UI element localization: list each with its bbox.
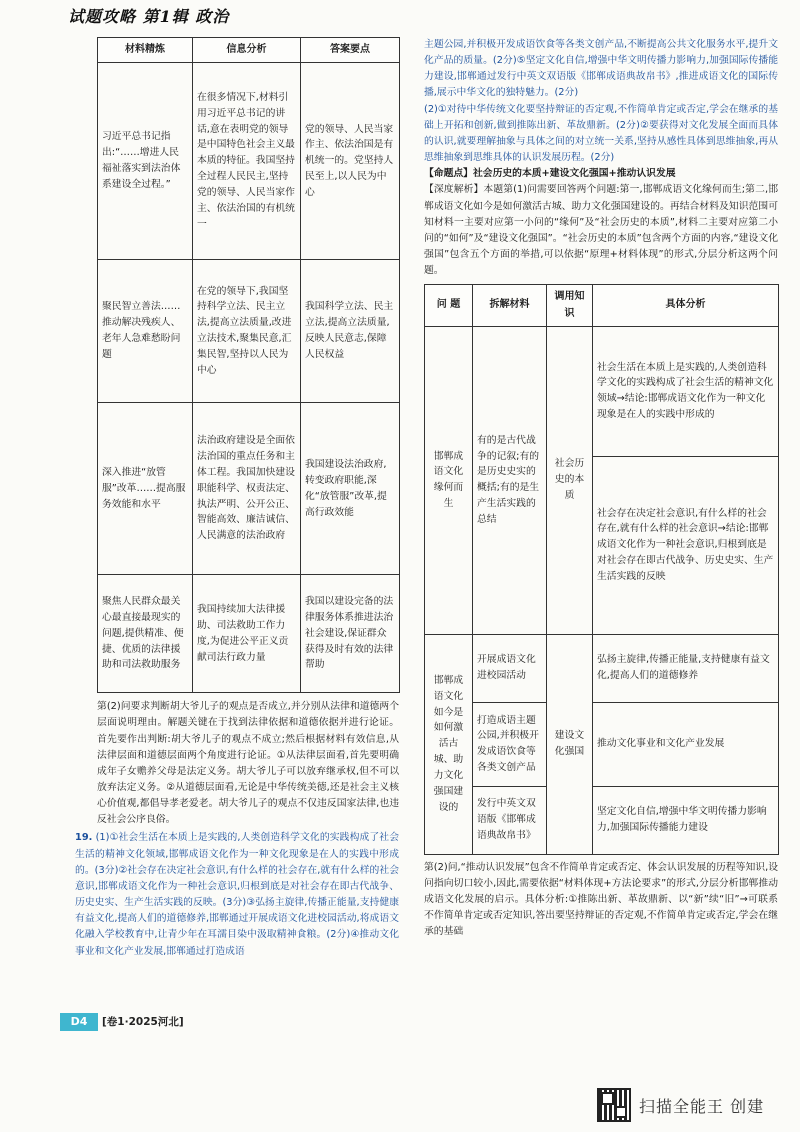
cell-material: 习近平总书记指出:“……增进人民福祉落实到法治体系建设全过程。” [98, 63, 193, 260]
cell-material: 打造成语主题公园,并积极开发成语饮食等各类文创产品 [473, 702, 547, 786]
scanner-watermark [597, 1088, 764, 1122]
table-row [98, 63, 400, 260]
left-text-block [75, 699, 399, 960]
right-text-bottom [424, 860, 778, 941]
cell-material: 开展成语文化进校园活动 [473, 634, 547, 702]
cell-analysis: 社会生活在本质上是实践的,人类创造科学文化的实践构成了社会生活的精神文化领域→结论:邯郸成语文化作为一种文化现象是在人的实践中形成的 [593, 326, 779, 456]
cell-knowledge: 建设文化强国 [547, 634, 593, 854]
right-text-top [424, 37, 778, 279]
cell-answer: 党的领导、人民当家作主、依法治国是有机统一的。党坚持人民至上,以人民为中心 [301, 63, 400, 260]
header-material: 材料精炼 [98, 38, 193, 63]
cell-analysis: 社会存在决定社会意识,有什么样的社会存在,就有什么样的社会意识→结论:邯郸成语文化作为一种社会意识,归根到底是对社会存在即古代战争、历史史实、生产生活实践的反映 [593, 456, 779, 634]
cell-analysis: 法治政府建设是全面依法治国的重点任务和主体工程。我国加快建设职能科学、权责法定、执法严明、公开公正、智能高效、廉洁诚信、人民满意的法治政府 [193, 403, 301, 575]
table-header-row [425, 285, 779, 326]
cell-answer: 我国以建设完备的法律服务体系推进法治社会建设,保证群众获得及时有效的法律帮助 [301, 575, 400, 693]
deep-analysis: 【深度解析】本题第(1)问需要回答两个问题:第一,邯郸成语文化缘何而生;第二,邯郸成语文化如今是如何激活古城、助力文化强国建设的。再结合材料及知识范围可知材料一主要对应第一小问的“缘何”及“社会历史的本质”,材料二主要对应第二小问的“如何”及“建设文化强国”。“社会历史的本质”包含两个方面的内容,“建设文化强国”包含五个方面的举措,可以依据“原理+材料体现”的形式,分层分析这两个问题。 [424, 184, 778, 277]
q18-explanation: 第(2)问要求判断胡大爷儿子的观点是否成立,并分别从法律和道德两个层面说明理由。解题关键在于找到法律依据和道德依据并进行论证。首先要作出判断:胡大爷儿子的观点不成立;然后根据材料有效信息,从法律层面和道德层面两个角度进行论证。①从法律层面看,首先要明确成年子女赡养父母是法定义务。胡大爷儿子可以放弃继承权,但不可以放弃法定义务。②从道德层面看,无论是中华传统美德,还是社会主义核心价值观,都倡导孝老爱老。胡大爷儿子的观点不仅违反国家法律,也违反社会公序良俗。 [97, 701, 399, 826]
table-header-row [98, 38, 400, 63]
cell-material: 聚民智立善法……推动解决残疾人、老年人急难愁盼问题 [98, 260, 193, 403]
cell-problem: 邯郸成语文化如今是如何激活古城、助力文化强国建设的 [425, 634, 473, 854]
page-number-tag: D4 [60, 1013, 98, 1031]
q19-part2-analysis: 第(2)问,“推动认识发展”包含不作简单肯定或否定、体会认识发展的历程等知识,设问指向切口较小,因此,需要依据“材料体现+方法论要求”的形式,分层分析邯郸推动成语文化发展的启示。具体分析:①推陈出新、革故鼎新、以“新”续“旧”→可联系不作简单肯定或否定知识,答出要坚持辩证的否定观,不作简单肯定或否定,学会在继承的基础 [424, 861, 778, 938]
q19-part2-answer: (2)①对待中华传统文化要坚持辩证的否定观,不作简单肯定或否定,学会在继承的基础上开拓和创新,做到推陈出新、革故鼎新。(2分)②要获得对文化发展全面而具体的认识,就要理解抽象与具体之间的对立统一关系,坚持从感性具体到思维抽象,再从思维抽象到思维具体的认识发展历程。(2分) [424, 103, 778, 164]
right-column [424, 37, 778, 941]
table-row [98, 260, 400, 403]
q19-number: 19. [75, 832, 93, 844]
cell-answer: 我国科学立法、民主立法,提高立法质量,反映人民意志,保障人民权益 [301, 260, 400, 403]
q19-answer-continued: 主题公园,并积极开发成语饮食等各类文创产品,不断提高公共文化服务水平,提升文化产品的质量。(2分)⑤坚定文化自信,增强中华文明传播力影响力,加强国际传播能力建设,邯郸通过发行中英文双语版《邯郸成语典故帛书》,推进成语文化的国际传播,展示中华文化的独特魅力。(2分) [424, 39, 778, 99]
header-material: 拆解材料 [473, 285, 547, 326]
left-column [75, 37, 399, 960]
header-knowledge: 调用知识 [547, 285, 593, 326]
cell-material: 发行中英文双语版《邯郸成语典故帛书》 [473, 786, 547, 854]
cell-problem: 邯郸成语文化缘何而生 [425, 326, 473, 634]
header-problem: 问 题 [425, 285, 473, 326]
cell-analysis: 在很多情况下,材料引用习近平总书记的讲话,意在表明党的领导是中国特色社会主义最本质的特征。我国坚持全过程人民民主,坚持党的领导、人民当家作主、依法治国的有机统一 [193, 63, 301, 260]
cell-analysis: 坚定文化自信,增强中华文明传播力影响力,加强国际传播能力建设 [593, 786, 779, 854]
problem-analysis-table [424, 284, 779, 854]
header-analysis: 信息分析 [193, 38, 301, 63]
cell-material: 聚焦人民群众最关心最直接最现实的问题,提供精准、便捷、优质的法律援助和司法救助服务 [98, 575, 193, 693]
cell-analysis: 我国持续加大法律援助、司法救助工作力度,为促进公平正义贡献司法行政力量 [193, 575, 301, 693]
cell-material: 有的是古代战争的记叙;有的是历史史实的概括;有的是生产生活实践的总结 [473, 326, 547, 634]
table-row [425, 702, 779, 786]
table-row [98, 403, 400, 575]
table-row [425, 786, 779, 854]
table-row [425, 634, 779, 702]
q19-answer [75, 830, 399, 959]
cell-material: 深入推进“放管服”改革……提高服务效能和水平 [98, 403, 193, 575]
qr-code-icon [597, 1088, 631, 1122]
cell-analysis: 推动文化事业和文化产业发展 [593, 702, 779, 786]
header-specific-analysis: 具体分析 [593, 285, 779, 326]
watermark-text: 扫描全能王 创建 [639, 1096, 765, 1116]
cell-analysis: 弘扬主旋律,传播正能量,支持健康有益文化,提高人们的道德修养 [593, 634, 779, 702]
table-row [98, 575, 400, 693]
page-header: 试题攻略 第1辑 政治 [68, 7, 230, 26]
analysis-table [97, 37, 400, 693]
table-row [425, 326, 779, 456]
header-answer: 答案要点 [301, 38, 400, 63]
proposition-point: 【命题点】社会历史的本质+建设文化强国+推动认识发展 [424, 168, 676, 180]
cell-knowledge: 社会历史的本质 [547, 326, 593, 634]
cell-answer: 我国建设法治政府,转变政府职能,深化“放管服”改革,提高行政效能 [301, 403, 400, 575]
q19-answer-text: (1)①社会生活在本质上是实践的,人类创造科学文化的实践构成了社会生活的精神文化领域,邯郸成语文化作为一种文化现象是在人的实践中形成的。(3分)②社会存在决定社会意识,有什么样的社会存在,就有什么样的社会意识,邯郸成语文化作为一种社会意识,归根到底是对社会存在即古代战争、历史史实、生产生活实践的反映。(3分)③弘扬主旋律,传播正能量,支持健康有益文化,提高人们的道德修养,邯郸通过开展成语文化进校园活动,将成语文化融入学校教育中,让青少年在耳濡目染中汲取精神食粮。(2分)④推动文化事业和文化产业发展,邯郸通过打造成语 [75, 832, 399, 957]
cell-analysis: 在党的领导下,我国坚持科学立法、民主立法,提高立法质量,改进立法技术,聚集民意,汇集民智,坚持以人民为中心 [193, 260, 301, 403]
footer-volume-label: [卷1·2025河北] [102, 1016, 184, 1028]
